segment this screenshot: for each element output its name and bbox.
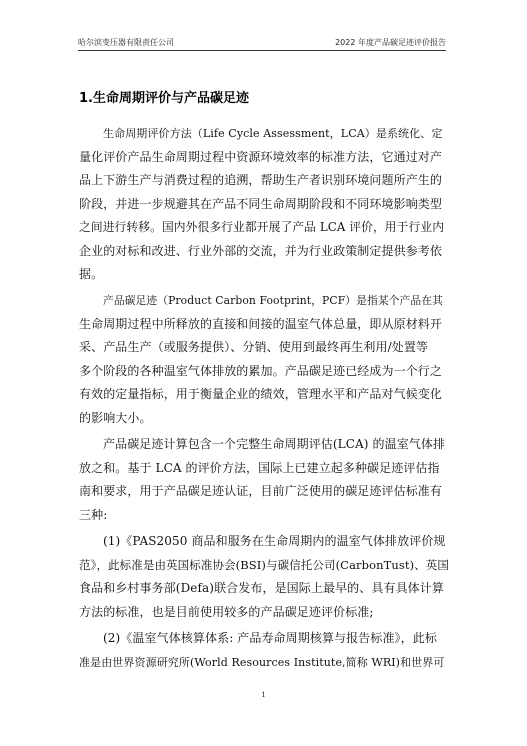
- text-line: 有效的定量指标，用于衡量企业的绩效，管理水平和产品对气候变化: [79, 387, 443, 401]
- text-line: 多个阶段的各种温室气体排放的累加。产品碳足迹已经成为一个行之: [79, 363, 443, 378]
- paragraph-calculation: [79, 433, 449, 527]
- text-line: 量化评价产品生命周期过程中资源环境效率的标准方法，它通过对产: [79, 149, 443, 164]
- paragraph-pcf: [79, 289, 449, 430]
- text-line: 三种:: [79, 507, 108, 522]
- text-line: 方法的标准，也是目前使用较多的产品碳足迹评价标准;: [79, 604, 374, 619]
- text-line: 企业的对标和改进、行业外部的交流，并为行业政策制定提供参考依: [79, 243, 443, 258]
- paragraph-ghg-protocol: [79, 627, 449, 674]
- header-rule: [78, 50, 446, 51]
- text-line: 南和要求，用于产品碳足迹认证，目前广泛使用的碳足迹评估标准有: [79, 484, 443, 498]
- paragraph-pas2050: [79, 530, 449, 624]
- page-number: 1: [261, 691, 266, 699]
- text-line: (1)《PAS2050 商品和服务在生命周期内的温室气体排放评价规: [103, 534, 446, 548]
- text-line: 的影响大小。: [79, 410, 152, 425]
- text-line: 产品碳足迹（Product Carbon Footprint，PCF）是指某个产品在其: [103, 294, 443, 307]
- section-heading: 1.生命周期评价与产品碳足迹: [79, 91, 249, 106]
- text-line: 之间进行转移。国内外很多行业都开展了产品 LCA 评价，用于行业内: [79, 220, 445, 234]
- paragraph-lca: [79, 122, 449, 287]
- text-line: 生命周期评价方法（Life Cycle Assessment，LCA）是系统化、定: [103, 127, 443, 140]
- text-line: 阶段，并进一步规避其在产品不同生命周期阶段和不同环境影响类型: [79, 196, 443, 211]
- text-line: (2)《温室气体核算体系: 产品寿命周期核算与报告标准》，此标: [103, 631, 437, 645]
- text-line: 范》，此标准是由英国标准协会(BSI)与碳信托公司(CarbonTust)、英国: [79, 557, 450, 572]
- text-line: 品上下游生产与消费过程的追溯，帮助生产者识别环境问题所产生的: [79, 173, 443, 187]
- header-company: 哈尔滨变压器有限责任公司: [78, 38, 174, 47]
- text-line: 生命周期过程中所释放的直接和间接的温室气体总量，即从原材料开: [79, 316, 443, 331]
- text-line: 放之和。基于 LCA 的评价方法，国际上已建立起多种碳足迹评估指: [79, 460, 440, 475]
- page-header: [78, 37, 446, 49]
- text-line: 食品和乡村事务部(Defa)联合发布，是国际上最早的、具有具体计算: [79, 581, 444, 595]
- text-line: 准是由世界资源研究所(World Resources Institute,简称 WRI)和世界可: [79, 655, 445, 669]
- text-line: 据。: [79, 267, 104, 281]
- header-report-title: 2022 年度产品碳足迹评价报告: [335, 38, 446, 47]
- text-line: 产品碳足迹计算包含一个完整生命周期评估(LCA) 的温室气体排: [103, 437, 446, 451]
- text-line: 采、产品生产（或服务提供）、分销、使用到最终再生利用/处置等: [79, 340, 429, 354]
